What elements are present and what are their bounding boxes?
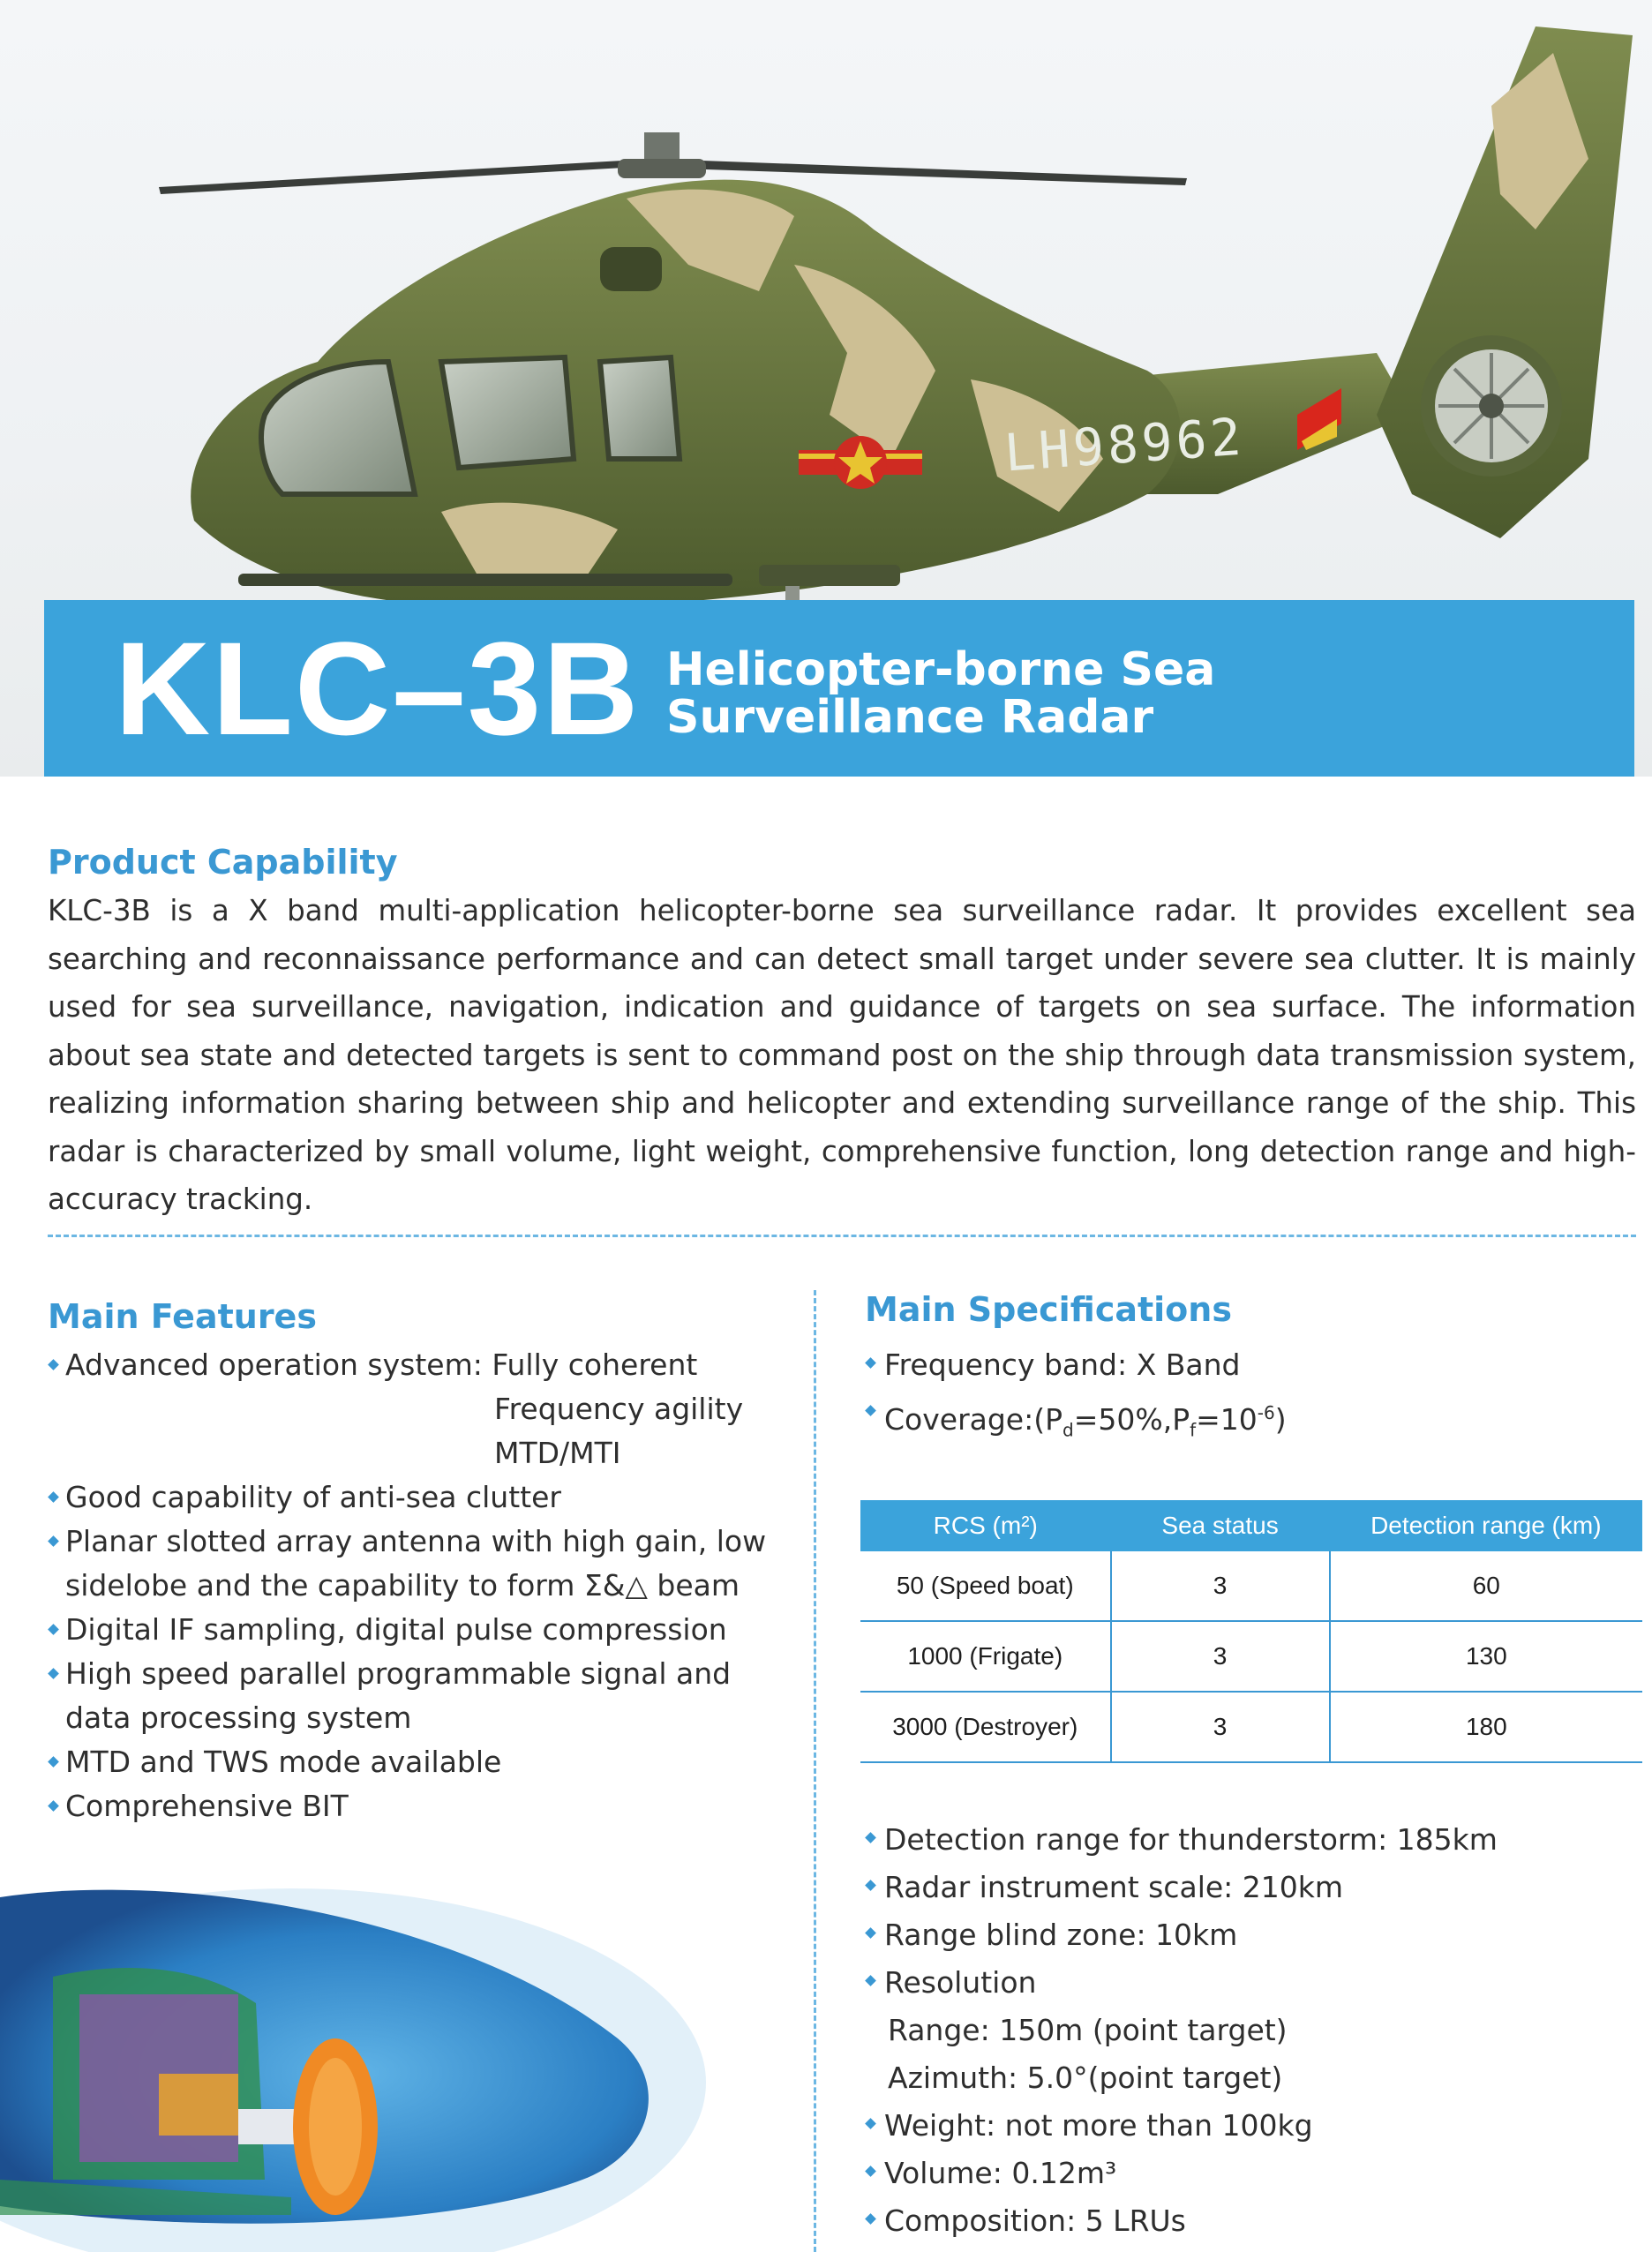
feature-text: Good capability of anti-sea clutter bbox=[65, 1480, 561, 1514]
bullet-diamond-icon bbox=[865, 1357, 876, 1369]
spec-resolution-range: Range: 150m (point target) bbox=[888, 2013, 1288, 2047]
table-header-sea-status: Sea status bbox=[1111, 1500, 1330, 1551]
spec-item bbox=[865, 2102, 1624, 2150]
bullet-diamond-icon bbox=[865, 2213, 876, 2225]
spec-item bbox=[865, 1959, 1624, 2007]
model-name-line1: Helicopter-borne Sea bbox=[666, 643, 1216, 696]
bullet-diamond-icon bbox=[48, 1756, 59, 1768]
spec-blind-zone: Range blind zone: 10km bbox=[884, 1918, 1238, 1952]
spec-volume: Volume: 0.12m³ bbox=[884, 2156, 1117, 2190]
table-row bbox=[860, 1692, 1642, 1762]
feature-text: Digital IF sampling, digital pulse compression bbox=[65, 1612, 727, 1647]
spec-composition: Composition: 5 LRUs bbox=[884, 2203, 1186, 2238]
bullet-diamond-icon bbox=[865, 1405, 876, 1416]
feature-item bbox=[48, 1740, 789, 1784]
spec-resolution-azimuth: Azimuth: 5.0°(point target) bbox=[888, 2061, 1283, 2095]
hero-banner bbox=[0, 0, 1652, 777]
features-list bbox=[48, 1343, 789, 1828]
coverage-pf-sub: f bbox=[1190, 1419, 1197, 1441]
spec-instrument-scale: Radar instrument scale: 210km bbox=[884, 1870, 1344, 1904]
bullet-diamond-icon bbox=[48, 1668, 59, 1679]
spec-thunderstorm: Detection range for thunderstorm: 185km bbox=[884, 1822, 1498, 1857]
feature-sub-line: MTD/MTI bbox=[494, 1436, 621, 1470]
feature-item bbox=[48, 1652, 789, 1740]
spec-item bbox=[865, 1341, 1624, 1389]
table-cell: 60 bbox=[1330, 1551, 1642, 1621]
bullet-diamond-icon bbox=[48, 1535, 59, 1547]
spec-resolution: Resolution bbox=[884, 1965, 1037, 2000]
table-cell: 3000 (Destroyer) bbox=[860, 1692, 1111, 1762]
coverage-suffix: ) bbox=[1274, 1402, 1287, 1437]
bullet-diamond-icon bbox=[865, 1832, 876, 1843]
model-name-line2: Surveillance Radar bbox=[666, 691, 1154, 744]
spec-subitem bbox=[865, 2007, 1624, 2054]
capability-title: Product Capability bbox=[48, 843, 398, 882]
bullet-diamond-icon bbox=[865, 1975, 876, 1986]
feature-operation-system: Advanced operation system: Fully coherent bbox=[65, 1347, 698, 1382]
spec-item bbox=[865, 1816, 1624, 1864]
table-cell: 50 (Speed boat) bbox=[860, 1551, 1111, 1621]
feature-item bbox=[48, 1608, 789, 1652]
bullet-diamond-icon bbox=[48, 1491, 59, 1503]
table-header-row bbox=[860, 1500, 1642, 1551]
feature-text: Planar slotted array antenna with high gain, low sidelobe and the capability to form Σ&△ beam bbox=[65, 1524, 767, 1603]
table-header-detection-range: Detection range (km) bbox=[1330, 1500, 1642, 1551]
bullet-diamond-icon bbox=[48, 1359, 59, 1370]
spec-frequency: Frequency band: X Band bbox=[884, 1347, 1241, 1382]
feature-operation-sub bbox=[65, 1387, 789, 1475]
radar-cutaway-illustration bbox=[0, 1862, 794, 2252]
title-band bbox=[44, 600, 1634, 777]
bullet-diamond-icon bbox=[48, 1624, 59, 1635]
table-cell: 130 bbox=[1330, 1621, 1642, 1692]
coverage-pd-sub: d bbox=[1063, 1419, 1074, 1441]
specs-list-top bbox=[865, 1341, 1624, 1454]
table-row bbox=[860, 1621, 1642, 1692]
feature-sub-line: Frequency agility bbox=[494, 1392, 744, 1426]
coverage-mid: =50%,P bbox=[1073, 1402, 1190, 1437]
spec-item bbox=[865, 1911, 1624, 1959]
features-title: Main Features bbox=[48, 1297, 317, 1336]
coverage-prefix: Coverage:(P bbox=[884, 1402, 1063, 1437]
spec-weight: Weight: not more than 100kg bbox=[884, 2108, 1313, 2143]
specs-title: Main Specifications bbox=[865, 1290, 1232, 1329]
table-cell: 3 bbox=[1111, 1551, 1330, 1621]
feature-text: Comprehensive BIT bbox=[65, 1789, 349, 1823]
spec-item bbox=[865, 1389, 1624, 1454]
bullet-diamond-icon bbox=[48, 1800, 59, 1812]
feature-text: High speed parallel programmable signal and data processing system bbox=[65, 1656, 732, 1735]
detection-range-table bbox=[860, 1500, 1642, 1763]
table-cell: 180 bbox=[1330, 1692, 1642, 1762]
coverage-exp: -6 bbox=[1257, 1402, 1275, 1423]
table-cell: 3 bbox=[1111, 1692, 1330, 1762]
spec-item bbox=[865, 2197, 1624, 2245]
feature-item bbox=[48, 1475, 789, 1520]
model-code: KLC–3B bbox=[115, 614, 641, 762]
bullet-diamond-icon bbox=[865, 1880, 876, 1891]
vertical-divider bbox=[814, 1290, 816, 2252]
spec-subitem bbox=[865, 2054, 1624, 2102]
horizontal-divider bbox=[48, 1235, 1636, 1237]
bullet-diamond-icon bbox=[865, 2118, 876, 2129]
bullet-diamond-icon bbox=[865, 2166, 876, 2177]
table-row bbox=[860, 1551, 1642, 1621]
feature-item bbox=[48, 1520, 789, 1608]
coverage-eq: =10 bbox=[1196, 1402, 1258, 1437]
spec-item bbox=[865, 1864, 1624, 1911]
specs-list-bottom bbox=[865, 1816, 1624, 2245]
bullet-diamond-icon bbox=[865, 1927, 876, 1939]
tail-number-text: LH98962 bbox=[1002, 406, 1247, 484]
feature-text: MTD and TWS mode available bbox=[65, 1745, 502, 1779]
capability-text: KLC-3B is a X band multi-application helicopter-borne sea surveillance radar. It provides excellent sea searching and reconnaissance performance and can detect small target under severe sea clutter. It is mainly used for sea surveillance, navigation, indication and guidance of targets on sea surface. The information about sea state and detected targets is sent to command post on the ship through data transmission system, realizing information sharing between ship and helicopter and extending surveillance range of the ship. This radar is characterized by small volume, light weight, comprehensive function, long detection range and high-accuracy tracking. bbox=[48, 894, 1636, 1216]
feature-item bbox=[48, 1784, 789, 1828]
spec-coverage bbox=[884, 1402, 1287, 1441]
table-cell: 3 bbox=[1111, 1621, 1330, 1692]
table-cell: 1000 (Frigate) bbox=[860, 1621, 1111, 1692]
feature-item bbox=[48, 1343, 789, 1475]
spec-item bbox=[865, 2150, 1624, 2197]
table-header-rcs: RCS (m²) bbox=[860, 1500, 1111, 1551]
model-name bbox=[666, 643, 1284, 744]
